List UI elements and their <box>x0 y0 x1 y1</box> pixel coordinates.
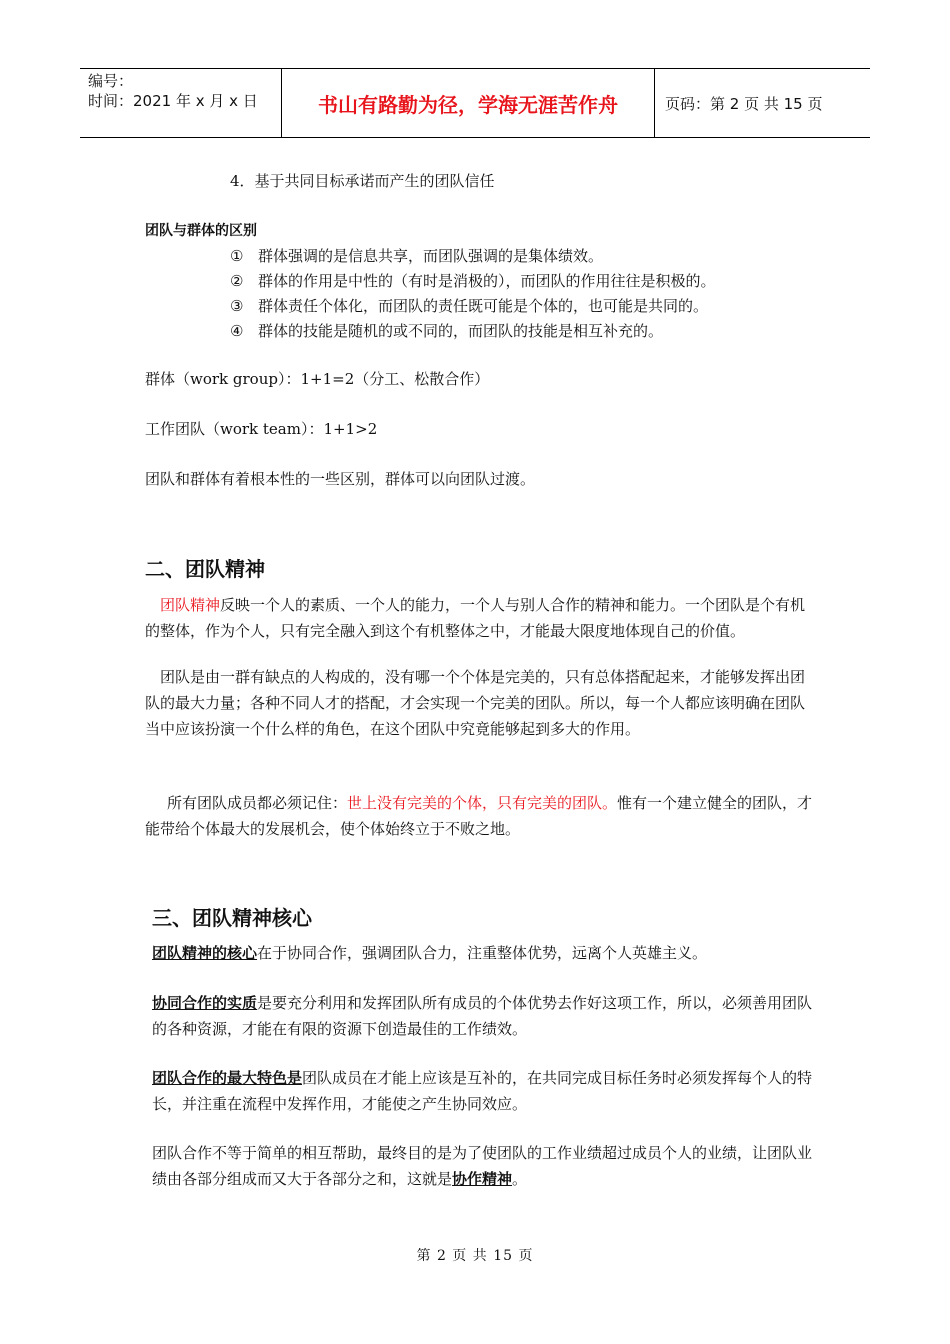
diff-item-3 <box>230 295 708 317</box>
s3-p1-key: 团队精神的核心 <box>152 944 258 962</box>
s3-p3-key: 团队合作的最大特色是 <box>152 1069 303 1087</box>
time-label: 时间：2021 年 x 月 x 日 <box>88 92 258 110</box>
diff-text: 群体强调的是信息共享，而团队强调的是集体绩效。 <box>258 247 604 265</box>
s2-paragraph-2: 团队是由一群有缺点的人构成的，没有哪一个个体是完美的，只有总体搭配起来，才能够发挥出团队的最大力量；各种不同人才的搭配，才会实现一个完美的团队。所以，每一个人都应该明确在团队当中应该扮演一个什么样的角色，在这个团队中究竟能够起到多大的作用。 <box>145 668 806 738</box>
s3-paragraph-3 <box>152 1065 822 1117</box>
transition-line: 团队和群体有着根本性的一些区别，群体可以向团队过渡。 <box>145 470 536 488</box>
diff-item-1 <box>230 245 603 267</box>
diff-item-4 <box>230 320 663 342</box>
s3-paragraph-2 <box>152 990 822 1042</box>
s2-paragraph-3 <box>145 790 815 842</box>
section3-title: 三、团队精神核心 <box>152 906 312 930</box>
diff-text: 群体的技能是随机的或不同的，而团队的技能是相互补充的。 <box>258 322 664 340</box>
s2-p3-highlight: 世上没有完美的个体，只有完美的团队。 <box>347 794 618 812</box>
s3-p2-text: 是要充分利用和发挥团队所有成员的个体优势去作好这项工作，所以，必须善用团队的各种资源，才能在有限的资源下创造最佳的工作绩效。 <box>152 994 813 1038</box>
s3-p2-key: 协同合作的实质 <box>152 994 258 1012</box>
team-line: 工作团队（work team）：1+1>2 <box>145 420 378 438</box>
s3-p3-text: 团队成员在才能上应该是互补的，在共同完成目标任务时必须发挥每个人的特长，并注重在流程中发挥作用，才能使之产生协同效应。 <box>152 1069 813 1113</box>
diff-marker: ③ <box>230 297 244 315</box>
diff-text: 群体的作用是中性的（有时是消极的），而团队的作用往往是积极的。 <box>258 272 716 290</box>
s3-p4-key: 协作精神 <box>452 1170 513 1188</box>
diff-title: 团队与群体的区别 <box>145 223 257 239</box>
page-footer: 第 2 页 共 15 页 <box>416 1248 534 1264</box>
diff-marker: ② <box>230 272 244 290</box>
page-header <box>80 68 870 138</box>
s3-p1-text: 在于协同合作，强调团队合力，注重整体优势，远离个人英雄主义。 <box>257 944 708 962</box>
s2-p1-text: 反映一个人的素质、一个人的能力，一个人与别人合作的精神和能力。一个团队是个有机的整体，作为个人，只有完全融入到这个有机整体之中，才能最大限度地体现自己的价值。 <box>145 596 806 640</box>
diff-marker: ① <box>230 247 244 265</box>
number-label: 编号： <box>88 72 134 90</box>
header-motto: 书山有路勤为径，学海无涯苦作舟 <box>282 69 655 137</box>
diff-text: 群体责任个体化，而团队的责任既可能是个体的，也可能是共同的。 <box>258 297 709 315</box>
s2-paragraph-1 <box>145 592 815 644</box>
group-line: 群体（work group）：1+1=2（分工、松散合作） <box>145 370 490 388</box>
s2-p3-lead: 所有团队成员都必须记住： <box>167 794 348 812</box>
diff-item-2 <box>230 270 716 292</box>
s3-paragraph-1 <box>152 940 822 966</box>
s3-p4-text: 团队合作不等于简单的相互帮助，最终目的是为了使团队的工作业绩超过成员个人的业绩，让团队业绩由各部分组成而又大于各部分之和，这就是 <box>152 1144 813 1188</box>
s3-paragraph-4 <box>152 1140 822 1192</box>
s3-p4-end: 。 <box>512 1170 528 1188</box>
diff-marker: ④ <box>230 322 244 340</box>
s2-p3-rest: 惟有一个建立健全的团队，才能带给个体最大的发展机会，使个体始终立于不败之地。 <box>145 794 813 838</box>
team-spirit-term: 团队精神 <box>160 596 221 614</box>
header-page-info: 页码：第 2 页 共 15 页 <box>665 94 823 113</box>
section2-title: 二、团队精神 <box>145 557 265 581</box>
header-meta <box>80 69 282 137</box>
list-item-4: 4．基于共同目标承诺而产生的团队信任 <box>230 172 495 190</box>
